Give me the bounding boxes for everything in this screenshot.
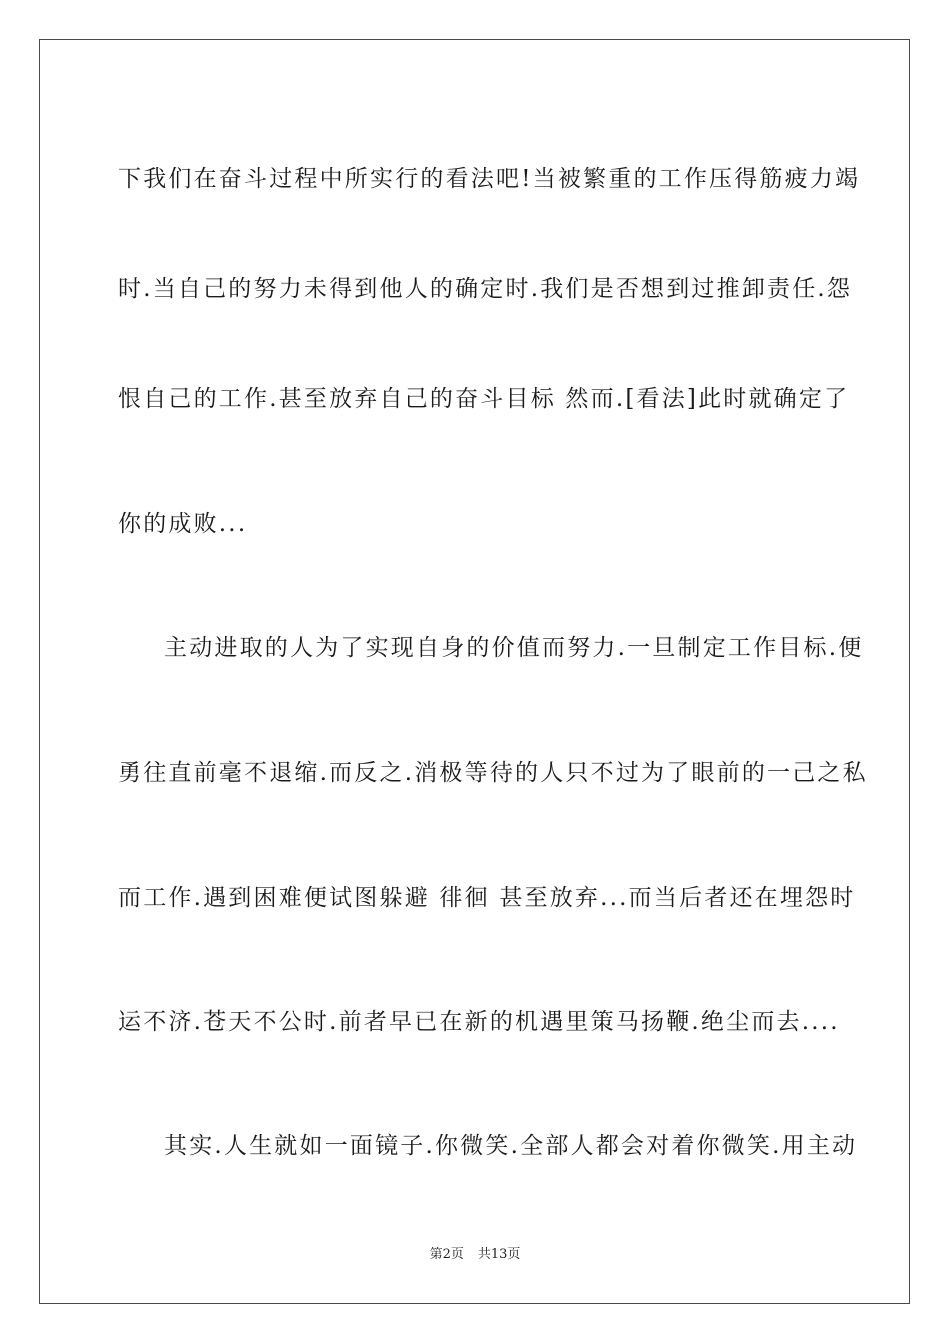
page-border [39, 39, 910, 1304]
text-line: 下我们在奋斗过程中所实行的看法吧!当被繁重的工作压得筋疲力竭 [118, 166, 861, 192]
text-line: 而工作.遇到困难便试图躲避 徘徊 甚至放弃...而当后者还在埋怨时 [118, 885, 856, 911]
page-total: 共13页 [477, 1247, 521, 1262]
text-line: 恨自己的工作.甚至放弃自己的奋斗目标 然而.[看法]此时就确定了 [118, 386, 850, 412]
paragraph-start-line: 其实.人生就如一面镜子.你微笑.全部人都会对着你微笑.用主动 [164, 1133, 858, 1159]
page-number: 第2页 [429, 1247, 464, 1262]
text-line: 勇往直前毫不退缩.而反之.消极等待的人只不过为了眼前的一己之私 [118, 760, 868, 786]
text-line: 运不济.苍天不公时.前者早已在新的机遇里策马扬鞭.绝尘而去.... [118, 1009, 840, 1035]
page-footer [0, 1246, 950, 1264]
paragraph-start-line: 主动进取的人为了实现自身的价值而努力.一旦制定工作目标.便 [164, 635, 864, 661]
text-line: 时.当自己的努力未得到他人的确定时.我们是否想到过推卸责任.怨 [118, 276, 853, 302]
text-line: 你的成败... [118, 511, 248, 537]
